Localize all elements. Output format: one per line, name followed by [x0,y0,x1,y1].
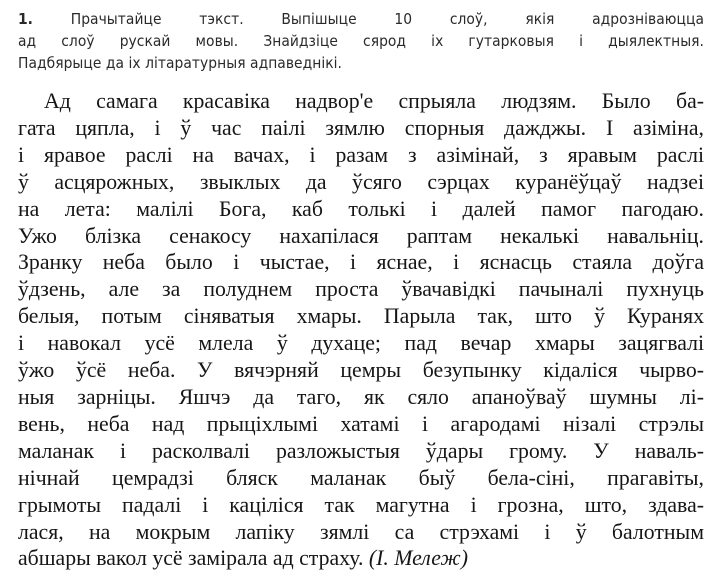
text-line: ўдзень, але за полуднем проста ўвачавідкі пачыналі пухнуць [18,277,704,302]
text-line: маланак і расколвалі разложыстыя ўдары грому. У наваль- [18,438,704,463]
text-line: Ад самага красавіка надвор'е спрыяла людзям. Было ба- [44,89,704,113]
text-line: і навокал усё млела ў духаце; пад вечар хмары зацягвалі [18,331,704,356]
task-line: ад слоў рускай мовы. Знайдзіце сярод іх гутарковыя і дыялектныя. [18,32,704,50]
text-line: нічнай цемрадзі бляск маланак быў бела-сіні, прагавіты, [18,465,704,490]
task-number: 1. [18,10,33,28]
text-line: Зранку неба было і чыстае, і яснае, і яснасць стаяла доўга [18,250,704,275]
text-line [18,545,704,572]
task-line-text: Прачытайце тэкст. Выпішыце 10 слоў, якія адрозніваюцца [70,10,704,28]
text-line: ў асцярожных, звыклых да ўсяго сэрцах куранёўцаў надзеі [18,169,704,194]
task-instructions [18,8,704,74]
text-line: белыя, потым сіняватыя хмары. Парыла так, што ў Куранях [18,304,704,329]
text-line: грымоты падалі і каціліся так магутна і грозна, што, здава- [18,492,704,517]
textbook-page [18,8,704,572]
text-line: лася, на мокрым лапіку зямлі са стрэхамі і ў балотным [18,519,704,544]
text-line: гата цяпла, і ў час паілі зямлю спорныя дажджы. І азіміна, [18,115,704,140]
text-line-content: абшары вакол усё замірала ад страху. [18,546,364,571]
text-line: вень, неба над прыціхлымі хатамі і агародамі нізалі стрэлы [18,411,704,436]
text-line: і яравое раслі на вачах, і разам з азімінай, з яравым раслі [18,142,704,167]
text-line: Ужо блізка сенакосу нахапілася раптам некалькі навальніц. [18,223,704,248]
task-line: Падбярыце да іх літаратурныя адпаведнікі. [18,54,342,72]
text-line: ныя зарніцы. Яшчэ да таго, як сяло апаноўваў шумны лі- [18,384,704,409]
task-line [18,8,704,30]
author-attribution: (І. Мележ) [368,546,468,571]
text-line: ўжо ўсё неба. У вячэрняй цемры безупынку кідаліся чырво- [18,358,704,383]
text-line: на лета: малілі Бога, каб толькі і далей памог пагодаю. [18,196,704,221]
exercise-text [18,88,704,572]
